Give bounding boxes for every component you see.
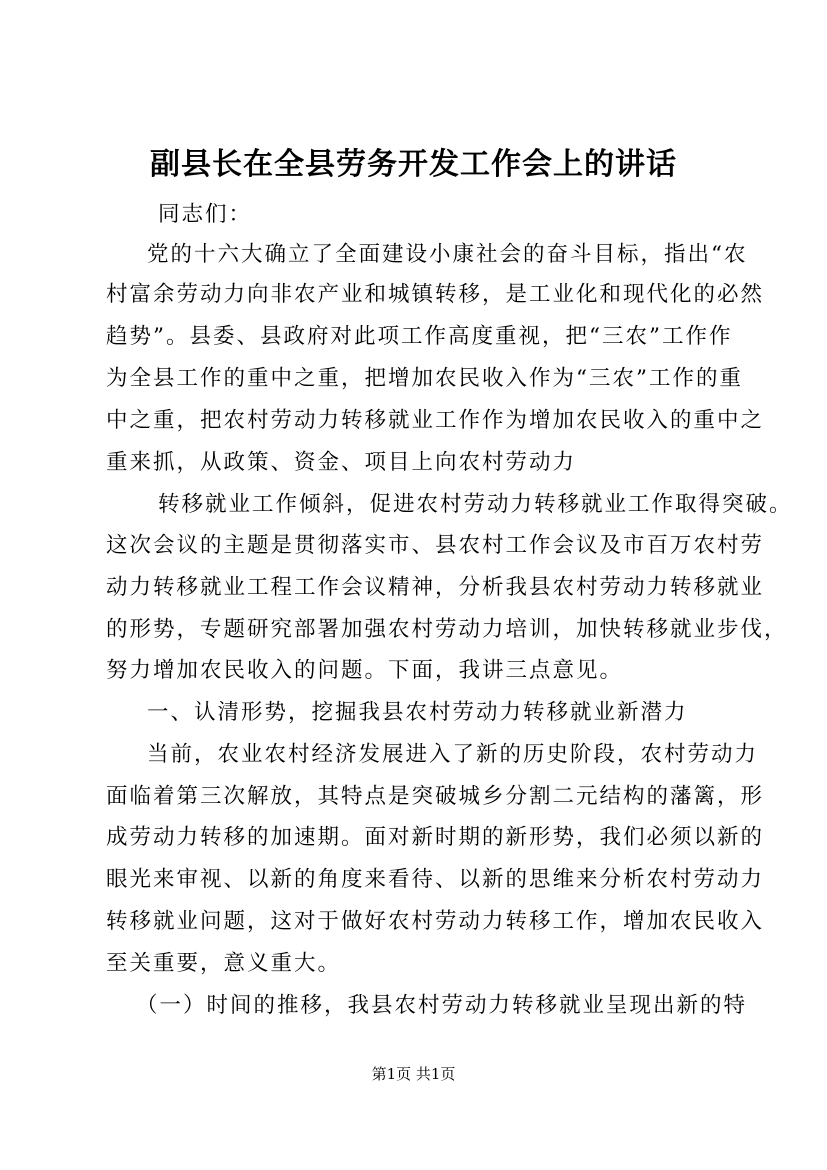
- subsection-heading: （一）时间的推移，我县农村劳动力转移就业呈现出新的特: [136, 993, 748, 1018]
- text-line: 面临着第三次解放，其特点是突破城乡分割二元结构的藩篱，形: [106, 784, 765, 809]
- text-line: 至关重要，意义重大。: [106, 951, 342, 976]
- page-footer: 第1页 共1页: [371, 1065, 456, 1083]
- text-line: 当前，农业农村经济发展进入了新的历史阶段，农村劳动力: [147, 742, 759, 767]
- text-line: 成劳动力转移的加速期。面对新时期的新形势，我们必须以新的: [106, 825, 765, 850]
- text-line: 趋势”。县委、县政府对此项工作高度重视，把“三农”工作作: [106, 324, 733, 349]
- text-line: 动力转移就业工程工作会议精神，分析我县农村劳动力转移就业: [106, 575, 765, 600]
- text-line: 党的十六大确立了全面建设小康社会的奋斗目标，指出“农: [147, 242, 748, 267]
- text-line: 的形势，专题研究部署加强农村劳动力培训，加快转移就业步伐，: [106, 617, 788, 642]
- document-title: 副县长在全县劳务开发工作会上的讲话: [150, 147, 677, 182]
- text-line: 村富余劳动力向非农产业和城镇转移，是工业化和现代化的必然: [106, 282, 765, 307]
- text-line: 同志们：: [158, 202, 253, 227]
- text-line: 重来抓，从政策、资金、项目上向农村劳动力: [106, 450, 577, 475]
- text-line: 为全县工作的重中之重，把增加农民收入作为“三农”工作的重: [106, 366, 743, 391]
- text-line: 转移就业工作倾斜，促进农村劳动力转移就业工作取得突破。: [158, 492, 793, 517]
- text-line: 努力增加农民收入的问题。下面，我讲三点意见。: [106, 658, 624, 683]
- text-line: 中之重，把农村劳动力转移就业工作作为增加农民收入的重中之: [106, 408, 765, 433]
- text-line: 这次会议的主题是贯彻落实市、县农村工作会议及市百万农村劳: [106, 533, 765, 558]
- section-heading: 一、认清形势，挖掘我县农村劳动力转移就业新潜力: [147, 700, 688, 725]
- text-line: 转移就业问题，这对于做好农村劳动力转移工作，增加农民收入: [106, 909, 765, 934]
- text-line: 眼光来审视、以新的角度来看待、以新的思维来分析农村劳动力: [106, 867, 765, 892]
